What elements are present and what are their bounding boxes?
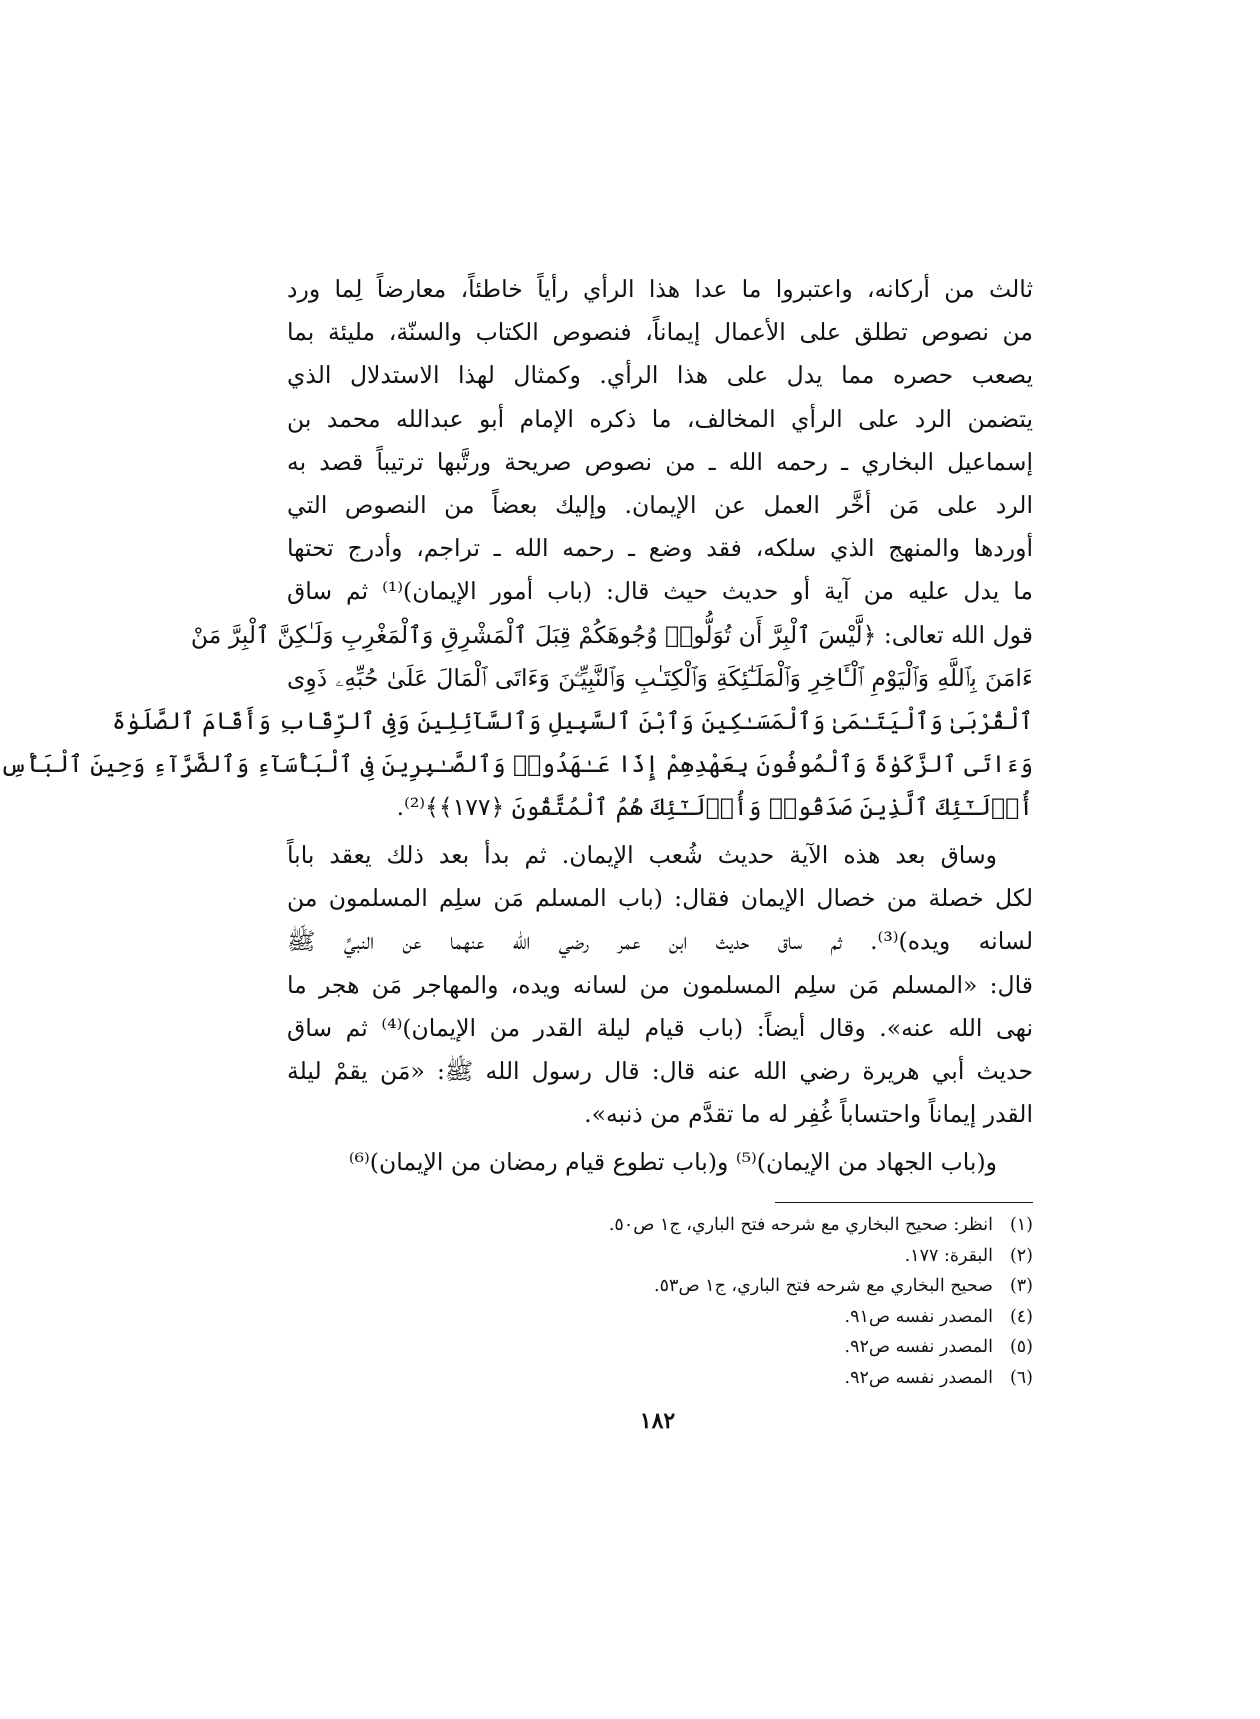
text-line: حديث أبي هريرة رضي الله عنه قال: قال رسول الله ﷺ: «مَن يقمْ ليلة xyxy=(287,1056,1033,1085)
footnote-item xyxy=(287,1210,1033,1241)
text-line: ثالث من أركانه، واعتبروا ما عدا هذا الرأي رأياً خاطئاً، معارضاً لِما ورد xyxy=(287,275,1033,303)
text-line: نهى الله عنه». وقال أيضاً: (باب قيام ليلة القدر من الإيمان)⁽⁴⁾ ثم ساق xyxy=(287,1013,1033,1042)
text-line: الرد على مَن أخَّر العمل عن الإيمان. وإليك بعضاً من النصوص التي xyxy=(287,490,1033,519)
text-line: لكل خصلة من خصال الإيمان فقال: (باب المسلم مَن سلِم المسلمون من xyxy=(287,884,1033,913)
text-line: يصعب حصره مما يدل على هذا الرأي. وكمثال لهذا الاستدلال الذي xyxy=(287,361,1033,390)
footnotes-list xyxy=(287,1210,1033,1393)
text-line: أوردها والمنهج الذي سلكه، فقد وضع ـ رحمه الله ـ تراجم، وأدرج تحتها xyxy=(287,534,1033,563)
page-number: ١٨٢ xyxy=(639,1408,676,1434)
text-line: ما يدل عليه من آية أو حديث حيث قال: (باب أمور الإيمان)⁽¹⁾ ثم ساق xyxy=(287,577,1033,606)
footnote-number: (٣) xyxy=(1009,1276,1033,1296)
footnote-text: المصدر نفسه ص٩١. xyxy=(844,1306,993,1327)
quran-verse-line: ءَامَنَ بِٱللَّهِ وَٱلْيَوْمِ ٱلْـَٔاخِرِ وَٱلْمَلَـٰٓئِكَةِ وَٱلْكِتَـٰبِ وَٱلنَّبِيِّـۧنَ وَءَاتَى ٱلْمَالَ عَلَىٰ حُبِّهِۦ ذَوِى xyxy=(287,663,1033,692)
paragraph-more-chapters xyxy=(287,1141,1033,1184)
footnote-item xyxy=(287,1332,1033,1363)
footnote-text: المصدر نفسه ص٩٢. xyxy=(844,1367,993,1388)
text-line: من نصوص تطلق على الأعمال إيماناً، فنصوص الكتاب والسنّة، مليئة بما xyxy=(287,318,1033,347)
text-line: إسماعيل البخاري ـ رحمه الله ـ من نصوص صريحة ورتَّبها ترتيباً قصد به xyxy=(287,447,1033,476)
footnote-divider xyxy=(775,1202,1033,1203)
text-line: وساق بعد هذه الآية حديث شُعب الإيمان. ثم بدأ بعد ذلك يعقد باباً xyxy=(287,841,997,869)
footnote-number: (٤) xyxy=(1009,1306,1033,1327)
footnote-item xyxy=(287,1271,1033,1302)
footnote-number: (٦) xyxy=(1009,1367,1033,1388)
footnote-number: (٢) xyxy=(1009,1245,1033,1266)
text-line: يتضمن الرد على الرأي المخالف، ما ذكره الإمام أبو عبدالله محمد بن xyxy=(287,404,1033,433)
quran-verse-line: وَءَاتَى ٱلزَّكَوٰةَ وَٱلْمُوفُونَ بِعَهْدِهِمْ إِذَا عَـٰهَدُوا۟ وَٱلصَّـٰبِرِينَ فِى ٱلْبَأْسَآءِ وَٱلضَّرَّآءِ وَحِينَ ٱلْبَأْسِ xyxy=(0,750,1033,779)
text-line: و(باب الجهاد من الإيمان)⁽⁵⁾ و(باب تطوع قيام رمضان من الإيمان)⁽⁶⁾ xyxy=(348,1148,997,1176)
footnote-number: (٥) xyxy=(1009,1337,1033,1357)
quran-verse-line: قول الله تعالى: ﴿لَّيْسَ ٱلْبِرَّ أَن تُوَلُّوا۟ وُجُوهَكُمْ قِبَلَ ٱلْمَشْرِقِ وَٱلْمَغْرِبِ وَلَـٰكِنَّ ٱلْبِرَّ مَنْ xyxy=(190,620,1033,649)
hadith-line: قال: «المسلم مَن سلِم المسلمون من لسانه ويده، والمهاجر مَن هجر ما xyxy=(287,970,1033,999)
hadith-line: القدر إيماناً واحتساباً غُفِر له ما تقدَّم من ذنبه». xyxy=(584,1100,1033,1129)
footnote-text: انظر: صحيح البخاري مع شرحه فتح الباري، ج١ ص٥٠. xyxy=(608,1215,993,1235)
footnote-item xyxy=(287,1302,1033,1333)
footnote-text: البقرة: ١٧٧. xyxy=(904,1245,993,1266)
footnote-item xyxy=(287,1241,1033,1272)
footnote-item xyxy=(287,1363,1033,1394)
footnote-text: المصدر نفسه ص٩٢. xyxy=(844,1337,993,1357)
text-line: لسانه ويده)⁽³⁾. ثم ساق حديث ابن عمر رضي الله عنهما عن النبيِّ ﷺ xyxy=(287,927,1033,956)
quran-verse-line: ٱلْقُرْبَىٰ وَٱلْيَتَـٰمَىٰ وَٱلْمَسَـٰكِينَ وَٱبْنَ ٱلسَّبِيلِ وَٱلسَّآئِلِينَ وَفِى ٱلرِّقَابِ وَأَقَامَ ٱلصَّلَوٰةَ xyxy=(112,706,1033,735)
paragraph-opinions-and-bukhari xyxy=(0,268,1033,829)
quran-verse-line: أُو۟لَـٰٓئِكَ ٱلَّذِينَ صَدَقُوا۟ وَأُو۟لَـٰٓئِكَ هُمُ ٱلْمُتَّقُونَ ﴿١٧٧﴾﴾⁽²⁾. xyxy=(396,793,1033,822)
footnote-number: (١) xyxy=(1009,1215,1033,1235)
paragraph-hadith-chapters xyxy=(287,834,1033,1136)
footnote-text: صحيح البخاري مع شرحه فتح الباري، ج١ ص٥٣. xyxy=(654,1276,993,1296)
